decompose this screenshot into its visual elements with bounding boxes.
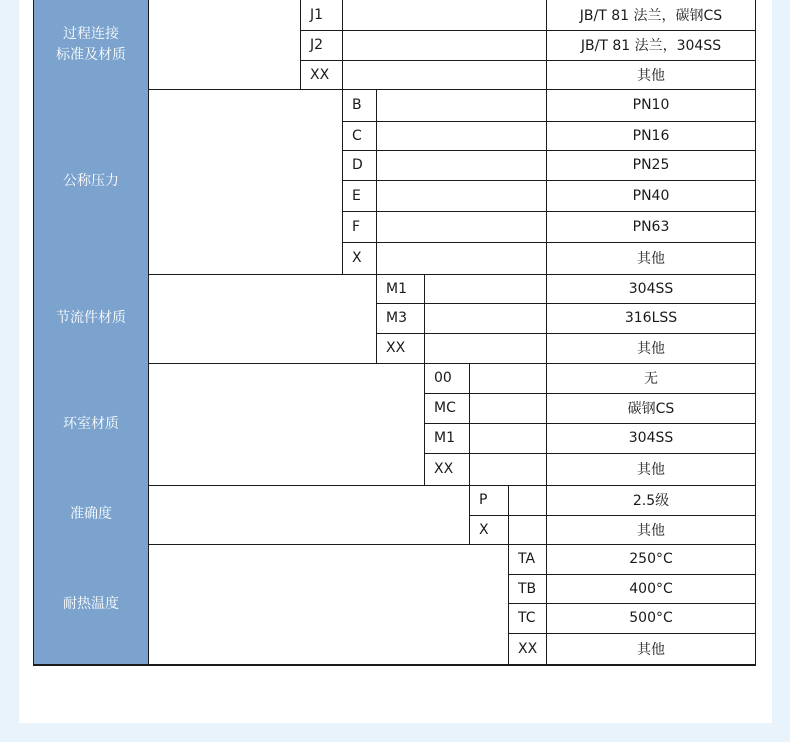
row-divider: [342, 242, 756, 243]
option-description: PN63: [632, 218, 670, 235]
row-divider: [508, 574, 756, 575]
option-code: X: [479, 521, 489, 538]
section-label-line: 节流件材质: [56, 310, 126, 326]
option-description: PN25: [632, 157, 670, 173]
row-divider: [148, 665, 756, 666]
option-code: XX: [386, 340, 406, 356]
option-description: 316LSS: [624, 310, 678, 326]
option-code: XX: [310, 66, 330, 83]
row-divider: [300, 60, 756, 61]
row-divider: [424, 393, 756, 394]
option-description: 其他: [637, 462, 665, 478]
option-code: P: [479, 492, 488, 508]
option-code: MC: [434, 400, 456, 416]
row-divider: [424, 423, 756, 424]
option-description: 其他: [637, 522, 665, 539]
model-selection-table: [33, 0, 756, 665]
option-code: C: [352, 127, 362, 144]
option-code: XX: [434, 461, 454, 477]
row-divider: [376, 333, 756, 334]
section-label: [33, 0, 149, 90]
option-description: 304SS: [628, 280, 674, 297]
option-description: JB/T 81 法兰，304SS: [580, 38, 722, 54]
row-divider: [508, 603, 756, 604]
row-divider: [33, 664, 756, 665]
option-code: J1: [310, 7, 324, 23]
option-description: PN16: [632, 127, 670, 144]
section-label-line: 准确度: [70, 506, 112, 522]
column-divider: [469, 363, 470, 485]
section-label: [33, 485, 149, 545]
section-label: [33, 544, 149, 666]
option-description: 其他: [637, 251, 665, 267]
row-divider: [508, 633, 756, 634]
row-divider: [342, 121, 756, 122]
option-code: X: [352, 250, 362, 266]
option-code: TC: [518, 610, 536, 626]
option-code: E: [352, 187, 361, 204]
section-label: [33, 363, 149, 486]
option-description: 500°C: [629, 610, 673, 626]
option-code: B: [352, 97, 362, 113]
row-divider: [342, 180, 756, 181]
option-code: J2: [310, 37, 324, 53]
option-description: 其他: [637, 341, 665, 357]
option-description: 304SS: [628, 430, 674, 446]
column-divider: [342, 0, 343, 89]
column-divider: [424, 274, 425, 363]
option-code: TA: [518, 551, 536, 567]
option-description: 2.5级: [632, 493, 670, 509]
option-code: XX: [518, 641, 538, 657]
row-divider: [342, 211, 756, 212]
option-code: TB: [518, 580, 537, 597]
row-divider: [424, 453, 756, 454]
row-divider: [342, 150, 756, 151]
option-description: 其他: [637, 642, 665, 658]
option-code: M1: [434, 430, 455, 446]
row-divider: [376, 303, 756, 304]
option-description: 碳钢CS: [627, 401, 675, 417]
column-divider: [755, 0, 756, 665]
section-label-line: 标准及材质: [56, 46, 126, 63]
section-label: [33, 274, 149, 364]
option-description: 250°C: [629, 551, 673, 567]
option-code: M1: [386, 280, 407, 297]
option-description: 400°C: [629, 580, 673, 597]
section-label-line: 耐热温度: [63, 596, 119, 612]
section-label-line: 环室材质: [63, 415, 119, 432]
row-divider: [469, 515, 756, 516]
section-label-line: 公称压力: [63, 173, 119, 189]
option-description: PN40: [632, 187, 670, 204]
section-label: [33, 89, 149, 275]
row-divider: [300, 30, 756, 31]
option-code: 00: [434, 370, 452, 386]
column-divider: [376, 89, 377, 274]
option-code: D: [352, 157, 363, 173]
option-description: JB/T 81 法兰，碳钢CS: [579, 8, 723, 24]
option-description: PN10: [632, 97, 670, 113]
option-code: F: [352, 218, 361, 235]
option-code: M3: [386, 310, 407, 326]
option-description: 其他: [637, 67, 665, 84]
section-label-line: 过程连接: [63, 25, 119, 42]
option-description: 无: [644, 371, 658, 387]
